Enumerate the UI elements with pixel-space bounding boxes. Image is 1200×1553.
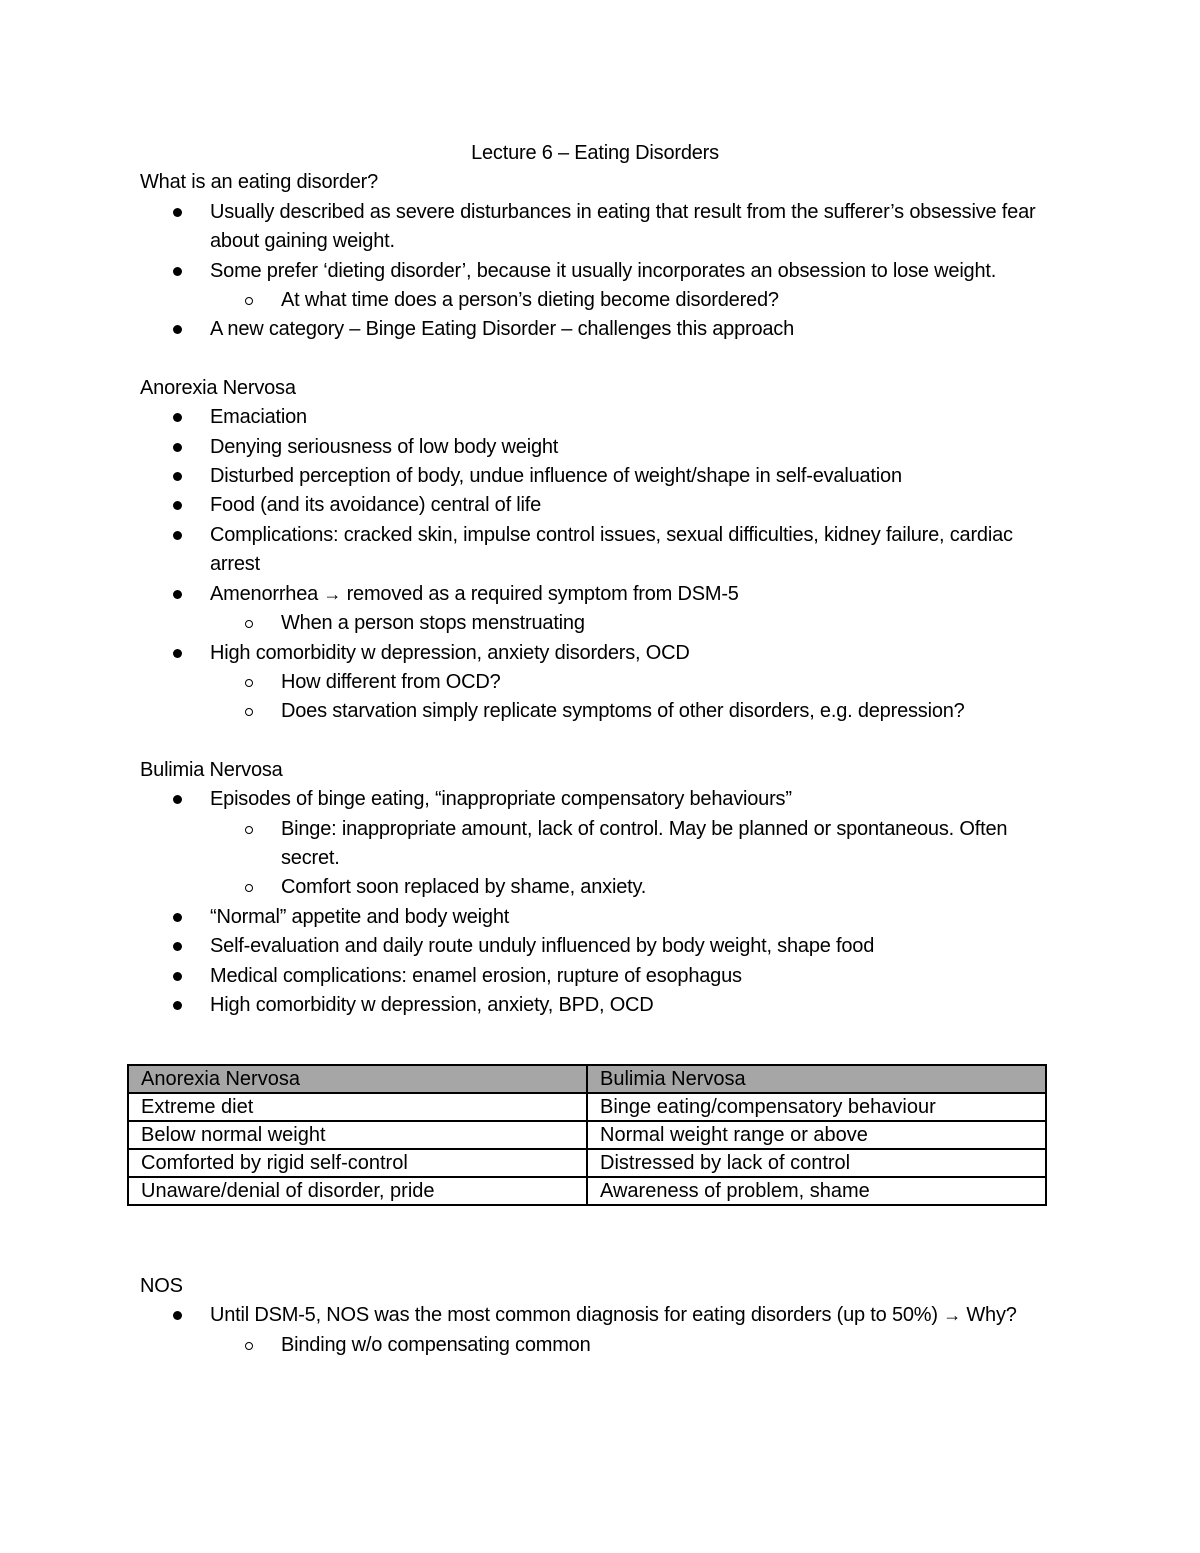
section-heading-nos: NOS [140,1275,183,1297]
table-row [128,1149,1046,1177]
right-arrow-icon: → [943,1305,962,1326]
bullet-icon [173,208,182,217]
section-heading-what-is: What is an eating disorder? [140,171,379,194]
list-item: Disturbed perception of body, undue influence of weight/shape in self-evaluation [140,462,1050,491]
list-item: Self-evaluation and daily route unduly influenced by body weight, shape food [140,932,1050,961]
table-cell: Distressed by lack of control [587,1149,1046,1177]
bullet-icon [173,443,182,452]
list-item: Some prefer ‘dieting disorder’, because it usually incorporates an obsession to lose weight. [140,257,1050,286]
sub-list-item: How different from OCD? [140,668,1050,697]
bullet-icon [173,795,182,804]
list-item: High comorbidity w depression, anxiety, BPD, OCD [140,991,1050,1020]
list-item: Denying seriousness of low body weight [140,433,1050,462]
bullet-icon [173,649,182,658]
sub-list-item: Does starvation simply replicate symptoms of other disorders, e.g. depression? [140,697,1050,726]
bullet-icon [173,413,182,422]
bullet-icon [173,472,182,481]
hollow-bullet-icon [245,297,253,305]
table-cell: Below normal weight [128,1121,587,1149]
sub-list-item: Binge: inappropriate amount, lack of control. May be planned or spontaneous. Often secret. [140,815,1050,874]
table-row [128,1121,1046,1149]
document-body [140,139,1050,1020]
sub-list-item: Comfort soon replaced by shame, anxiety. [140,873,1050,902]
list-item: Usually described as severe disturbances in eating that result from the sufferer’s obsessive fear about gaining weight. [140,198,1050,257]
hollow-bullet-icon [245,884,253,892]
hollow-bullet-icon [245,620,253,628]
list-item: Episodes of binge eating, “inappropriate compensatory behaviours” [140,785,1050,814]
list-item: A new category – Binge Eating Disorder – challenges this approach [140,315,1050,344]
list-item: High comorbidity w depression, anxiety disorders, OCD [140,639,1050,668]
table-row [128,1093,1046,1121]
bullet-icon [173,1001,182,1010]
sub-list-item: Binding w/o compensating common [140,1331,1050,1360]
nos-section [140,1272,1050,1360]
table-cell: Binge eating/compensatory behaviour [587,1093,1046,1121]
hollow-bullet-icon [245,826,253,834]
bullet-icon [173,501,182,510]
nos-bullet-list [140,1301,1050,1360]
section-heading-anorexia: Anorexia Nervosa [140,376,296,399]
anorexia-bullet-list [140,403,1050,726]
list-item: “Normal” appetite and body weight [140,903,1050,932]
list-item: Medical complications: enamel erosion, rupture of esophagus [140,962,1050,991]
table-cell: Extreme diet [128,1093,587,1121]
bullet-icon [173,1311,182,1320]
right-arrow-icon: → [323,583,342,604]
section-heading-bulimia: Bulimia Nervosa [140,758,283,781]
table-cell: Awareness of problem, shame [587,1177,1046,1205]
bulimia-bullet-list [140,785,1050,1020]
bullet-icon [173,972,182,981]
table-cell: Comforted by rigid self-control [128,1149,587,1177]
sub-list-item: At what time does a person’s dieting become disordered? [140,286,1050,315]
bullet-icon [173,942,182,951]
hollow-bullet-icon [245,708,253,716]
sub-list-item: When a person stops menstruating [140,609,1050,638]
table-header-cell: Anorexia Nervosa [128,1065,587,1093]
table-header-cell: Bulimia Nervosa [587,1065,1046,1093]
list-item: Emaciation [140,403,1050,432]
hollow-bullet-icon [245,679,253,687]
table-cell: Normal weight range or above [587,1121,1046,1149]
bullet-icon [173,531,182,540]
table-header-row [128,1065,1046,1093]
hollow-bullet-icon [245,1342,253,1350]
bullet-icon [173,913,182,922]
bullet-icon [173,590,182,599]
list-item: Amenorrhea → removed as a required symptom from DSM-5 [140,580,1050,609]
comparison-table [127,1064,1047,1206]
bullet-icon [173,325,182,334]
page-title: Lecture 6 – Eating Disorders [471,142,719,164]
list-item: Food (and its avoidance) central of life [140,491,1050,520]
table-row [128,1177,1046,1205]
table-cell: Unaware/denial of disorder, pride [128,1177,587,1205]
list-item: Complications: cracked skin, impulse control issues, sexual difficulties, kidney failure, cardiac arrest [140,521,1050,580]
bullet-icon [173,267,182,276]
list-item: Until DSM-5, NOS was the most common diagnosis for eating disorders (up to 50%) → Why? [140,1301,1050,1330]
intro-bullet-list [140,198,1050,345]
